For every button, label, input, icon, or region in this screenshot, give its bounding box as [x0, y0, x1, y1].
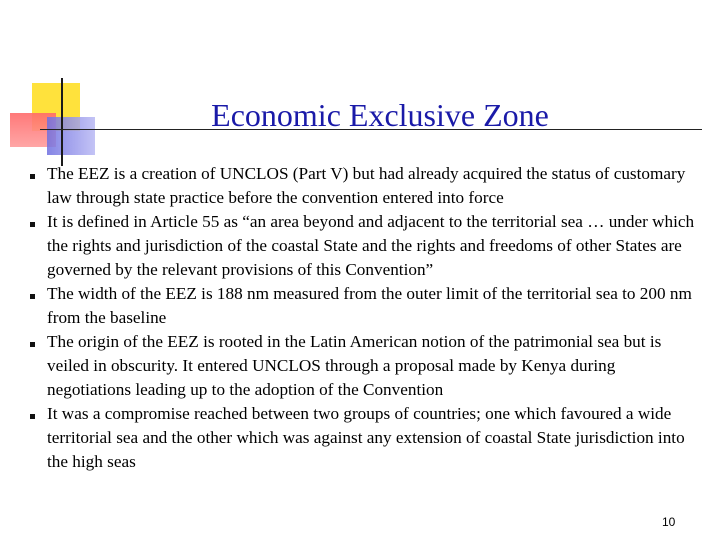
bullet-text: The EEZ is a creation of UNCLOS (Part V) but had already acquired the status of customary law through state practice before the convention entered into force: [47, 164, 686, 207]
bullet-text: It is defined in Article 55 as “an area beyond and adjacent to the territorial sea … under which the rights and jurisdiction of the coastal State and the rights and freedoms of other States are governed by the relevant provisions of this Convention”: [47, 212, 695, 279]
bullet-list: [20, 162, 700, 474]
bullet-square-icon: [30, 414, 35, 419]
bullet-text: The width of the EEZ is 188 nm measured from the outer limit of the territorial sea to 200 nm from the baseline: [47, 284, 692, 327]
bullet-item: [20, 402, 700, 474]
bullet-item: [20, 162, 700, 210]
bullet-square-icon: [30, 294, 35, 299]
slide-title: Economic Exclusive Zone: [211, 97, 549, 133]
bullet-square-icon: [30, 342, 35, 347]
decorative-blue-square: [47, 117, 95, 155]
bullet-item: [20, 210, 700, 282]
bullet-item: [20, 330, 700, 402]
decorative-vertical-line: [61, 78, 63, 166]
bullet-square-icon: [30, 222, 35, 227]
bullet-item: [20, 282, 700, 330]
bullet-square-icon: [30, 174, 35, 179]
page-number: 10: [662, 515, 676, 529]
bullet-text: It was a compromise reached between two groups of countries; one which favoured a wide territorial sea and the other which was against any extension of coastal State jurisdiction into the high seas: [47, 404, 685, 471]
bullet-text: The origin of the EEZ is rooted in the Latin American notion of the patrimonial sea but is veiled in obscurity. It entered UNCLOS through a proposal made by Kenya during negotiations leading up to the adoption of the Convention: [47, 332, 662, 399]
